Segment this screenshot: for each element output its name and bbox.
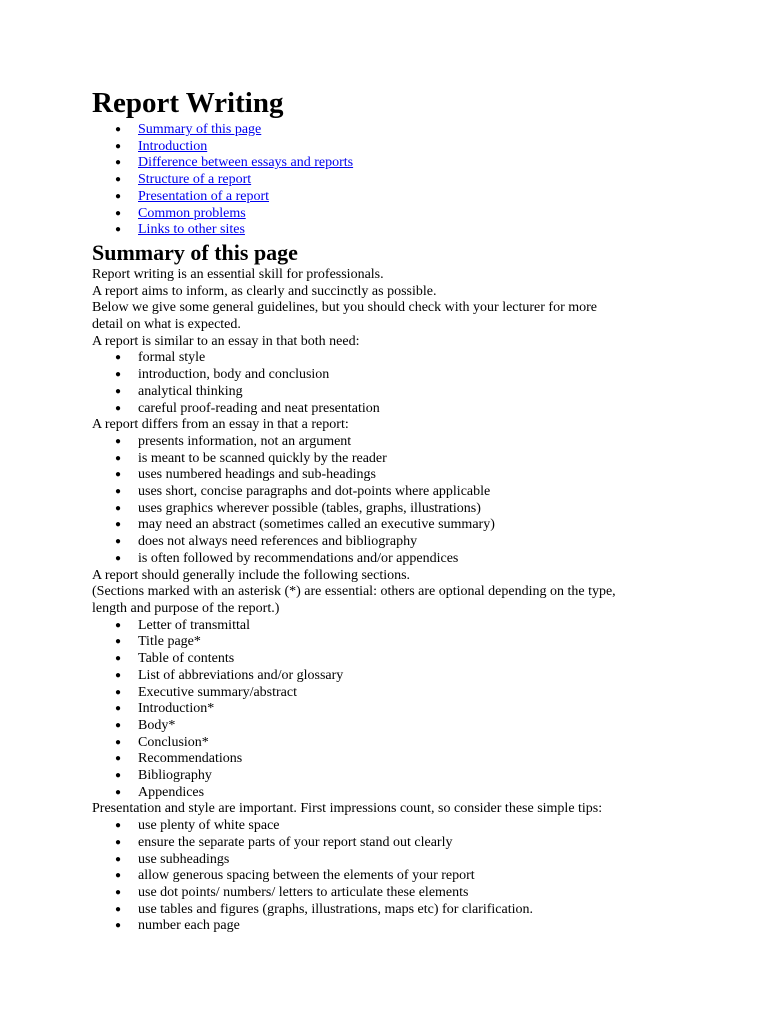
sections-list xyxy=(92,618,692,802)
bullet-icon: ● xyxy=(115,820,122,832)
toc-link-structure[interactable]: Structure of a report xyxy=(138,172,252,188)
list-item-text: uses short, concise paragraphs and dot-points where applicable xyxy=(138,484,491,500)
list-item xyxy=(92,918,692,935)
bullet-icon: ● xyxy=(115,469,122,481)
differs-list xyxy=(92,434,692,568)
bullet-icon: ● xyxy=(115,836,122,848)
list-item-text: analytical thinking xyxy=(138,383,243,399)
paragraph-line: length and purpose of the report.) xyxy=(92,600,280,616)
toc-link-introduction[interactable]: Introduction xyxy=(138,138,208,154)
toc-item xyxy=(92,122,692,139)
bullet-icon: ● xyxy=(115,552,122,564)
bullet-icon: ● xyxy=(115,719,122,731)
bullet-icon: ● xyxy=(115,224,122,236)
toc-item xyxy=(92,172,692,189)
list-item xyxy=(92,701,692,718)
bullet-icon: ● xyxy=(115,770,122,782)
list-item xyxy=(92,350,692,367)
list-item-text: presents information, not an argument xyxy=(138,433,352,449)
list-item-text: Bibliography xyxy=(138,768,212,784)
toc-item xyxy=(92,189,692,206)
toc-item xyxy=(92,155,692,172)
bullet-icon: ● xyxy=(115,207,122,219)
bullet-icon: ● xyxy=(115,452,122,464)
paragraph-line: Presentation and style are important. First impressions count, so consider these simple tips: xyxy=(92,801,603,817)
bullet-icon: ● xyxy=(115,402,122,414)
similar-list xyxy=(92,350,692,417)
list-item xyxy=(92,651,692,668)
list-item-text: Recommendations xyxy=(138,751,243,767)
bullet-icon: ● xyxy=(115,703,122,715)
bullet-icon: ● xyxy=(115,140,122,152)
list-item-text: Introduction* xyxy=(138,701,215,717)
list-item xyxy=(92,534,692,551)
list-item xyxy=(92,384,692,401)
paragraph-line: A report aims to inform, as clearly and succinctly as possible. xyxy=(92,283,437,299)
bullet-icon: ● xyxy=(115,502,122,514)
document-page xyxy=(92,84,692,935)
paragraph-line: A report is similar to an essay in that both need: xyxy=(92,333,360,349)
list-item-text: Table of contents xyxy=(138,651,235,667)
bullet-icon: ● xyxy=(115,636,122,648)
bullet-icon: ● xyxy=(115,486,122,498)
bullet-icon: ● xyxy=(115,352,122,364)
bullet-icon: ● xyxy=(115,920,122,932)
section-heading-summary: Summary of this page xyxy=(92,239,298,265)
list-item-text: is often followed by recommendations and/or appendices xyxy=(138,550,459,566)
list-item-text: uses numbered headings and sub-headings xyxy=(138,467,376,483)
list-item-text: use tables and figures (graphs, illustrations, maps etc) for clarification. xyxy=(138,901,533,917)
list-item xyxy=(92,668,692,685)
list-item-text: careful proof-reading and neat presentation xyxy=(138,400,380,416)
paragraph-line: (Sections marked with an asterisk (*) are essential: others are optional depending on the type, xyxy=(92,584,616,600)
list-item xyxy=(92,768,692,785)
list-item xyxy=(92,885,692,902)
list-item xyxy=(92,785,692,802)
paragraph-line: A report should generally include the following sections. xyxy=(92,567,411,583)
bullet-icon: ● xyxy=(115,435,122,447)
bullet-icon: ● xyxy=(115,903,122,915)
list-item-text: use dot points/ numbers/ letters to articulate these elements xyxy=(138,884,469,900)
toc-link-presentation[interactable]: Presentation of a report xyxy=(138,188,270,204)
list-item-text: use subheadings xyxy=(138,851,230,867)
list-item xyxy=(92,718,692,735)
list-item-text: may need an abstract (sometimes called an executive summary) xyxy=(138,517,495,533)
bullet-icon: ● xyxy=(115,886,122,898)
list-item-text: Executive summary/abstract xyxy=(138,684,297,700)
toc-item xyxy=(92,139,692,156)
bullet-icon: ● xyxy=(115,190,122,202)
bullet-icon: ● xyxy=(115,174,122,186)
list-item-text: Title page* xyxy=(138,634,201,650)
list-item xyxy=(92,835,692,852)
bullet-icon: ● xyxy=(115,124,122,135)
table-of-contents xyxy=(92,122,692,239)
list-item-text: number each page xyxy=(138,918,240,934)
list-item xyxy=(92,451,692,468)
list-item xyxy=(92,818,692,835)
bullet-icon: ● xyxy=(115,669,122,681)
list-item-text: Conclusion* xyxy=(138,734,209,750)
list-item-text: Letter of transmittal xyxy=(138,617,250,633)
bullet-icon: ● xyxy=(115,369,122,381)
list-item xyxy=(92,634,692,651)
list-item-text: uses graphics wherever possible (tables, graphs, illustrations) xyxy=(138,500,481,516)
bullet-icon: ● xyxy=(115,519,122,531)
list-item xyxy=(92,434,692,451)
list-item xyxy=(92,517,692,534)
toc-item xyxy=(92,206,692,223)
list-item-text: Appendices xyxy=(138,784,205,800)
list-item xyxy=(92,685,692,702)
list-item xyxy=(92,751,692,768)
paragraph-line: Report writing is an essential skill for professionals. xyxy=(92,266,384,282)
bullet-icon: ● xyxy=(115,753,122,765)
list-item-text: is meant to be scanned quickly by the reader xyxy=(138,450,387,466)
bullet-icon: ● xyxy=(115,736,122,748)
list-item-text: use plenty of white space xyxy=(138,818,280,834)
bullet-icon: ● xyxy=(115,653,122,665)
list-item-text: ensure the separate parts of your report stand out clearly xyxy=(138,834,453,850)
paragraph-line: detail on what is expected. xyxy=(92,317,241,333)
list-item xyxy=(92,484,692,501)
list-item xyxy=(92,551,692,568)
list-item-text: does not always need references and bibliography xyxy=(138,534,418,550)
toc-link-summary[interactable]: Summary of this page xyxy=(138,122,262,137)
paragraph-line: Below we give some general guidelines, but you should check with your lecturer for more xyxy=(92,300,598,316)
list-item xyxy=(92,852,692,869)
bullet-icon: ● xyxy=(115,536,122,548)
list-item xyxy=(92,735,692,752)
toc-link-other-sites[interactable]: Links to other sites xyxy=(138,222,245,238)
list-item xyxy=(92,467,692,484)
list-item xyxy=(92,401,692,418)
bullet-icon: ● xyxy=(115,786,122,798)
bullet-icon: ● xyxy=(115,686,122,698)
list-item-text: introduction, body and conclusion xyxy=(138,367,330,383)
bullet-icon: ● xyxy=(115,385,122,397)
list-item xyxy=(92,501,692,518)
list-item-text: Body* xyxy=(138,717,176,733)
bullet-icon: ● xyxy=(115,157,122,169)
toc-item xyxy=(92,222,692,239)
presentation-list xyxy=(92,818,692,935)
paragraph-line: A report differs from an essay in that a report: xyxy=(92,417,349,433)
bullet-icon: ● xyxy=(115,619,122,631)
list-item xyxy=(92,902,692,919)
list-item xyxy=(92,367,692,384)
bullet-icon: ● xyxy=(115,853,122,865)
toc-link-common-problems[interactable]: Common problems xyxy=(138,205,246,221)
list-item-text: List of abbreviations and/or glossary xyxy=(138,667,344,683)
page-title: Report Writing xyxy=(92,87,284,119)
list-item xyxy=(92,618,692,635)
bullet-icon: ● xyxy=(115,870,122,882)
list-item-text: allow generous spacing between the elements of your report xyxy=(138,868,475,884)
toc-link-difference[interactable]: Difference between essays and reports xyxy=(138,155,354,171)
list-item-text: formal style xyxy=(138,350,206,366)
list-item xyxy=(92,868,692,885)
